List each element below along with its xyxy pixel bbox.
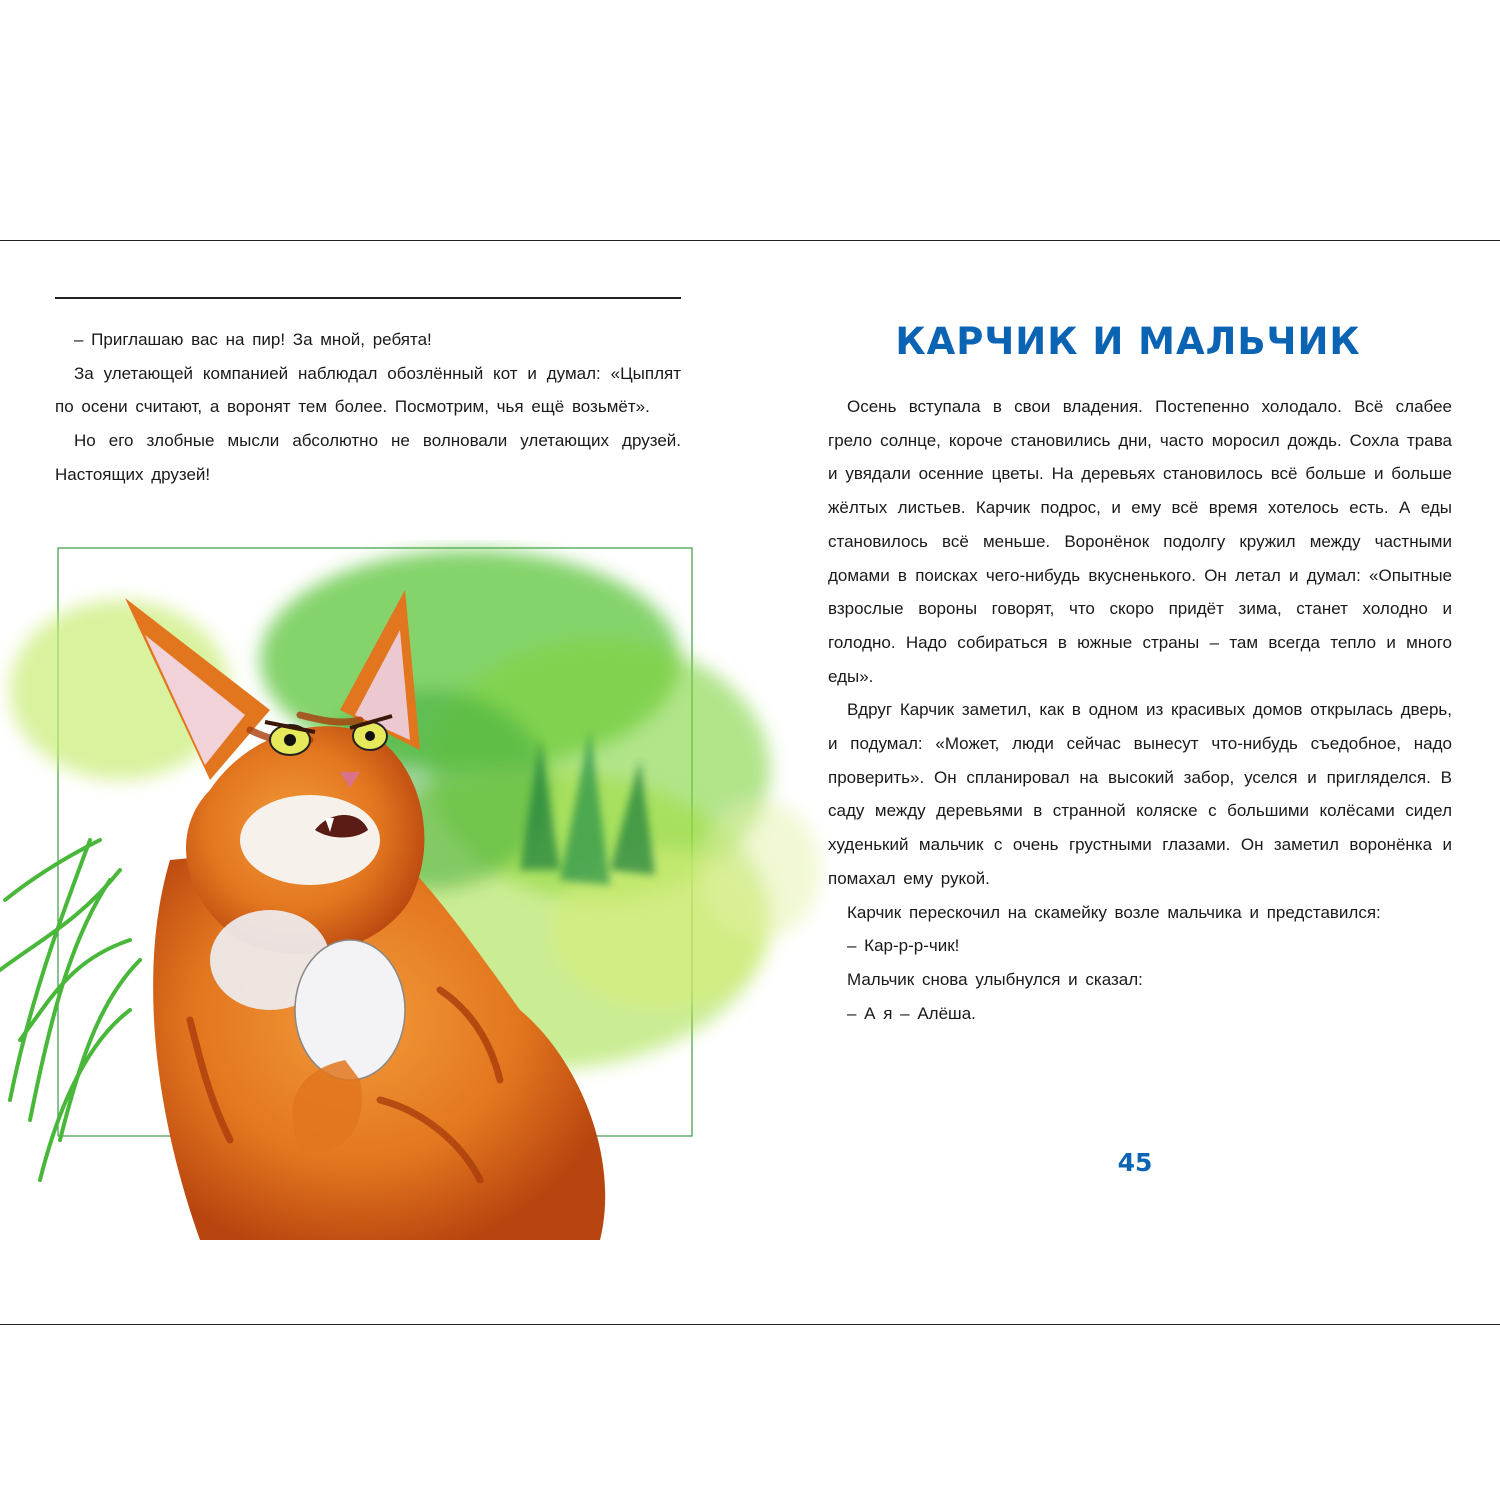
page-number: 45 [1117, 1148, 1153, 1177]
spread-bottom-border [0, 1324, 1500, 1325]
right-paragraph-3: Карчик перескочил на скамейку возле мальчика и представился: [847, 902, 1381, 922]
left-page-text [55, 323, 681, 492]
right-paragraph-1: Осень вступала в свои владения. Постепенно холодало. Всё слабее грело солнце, короче становились дни, часто моросил дождь. Сохла трава и увядали осенние цветы. На деревьях становилось всё больше и больше жёлтых листьев. Карчик подрос, и ему всё время хотелось есть. А еды становилось всё меньше. Воронёнок подолгу кружил между частными домами в поисках чего-нибудь вкусненького. Он летал и думал: «Опытные взрослые вороны говорят, что скоро придёт зима, станет холодно и голодно. Надо собираться в южные страны – там всегда тепло и много еды». [828, 397, 1452, 686]
right-paragraph-2: Вдруг Карчик заметил, как в одном из красивых домов открылась дверь, и подумал: «Может, люди сейчас вынесут что-нибудь съедобное, надо проверить». Он спланировал на высокий забор, уселся и пригляделся. В саду между деревьями в странной коляске с большими колёсами сидел худенький мальчик с очень грустными глазами. Он заметил воронёнка и помахал ему рукой. [828, 700, 1452, 888]
grass-blades [0, 840, 140, 1180]
left-page-header-rule [55, 297, 681, 299]
chapter-title: КАРЧИК И МАЛЬЧИК [895, 320, 1361, 363]
left-paragraph-2: За улетающей компанией наблюдал обозлённый кот и думал: «Цыплят по осени считают, а воронят тем более. Посмотрим, чья ещё возьмёт». [55, 363, 681, 417]
left-paragraph-3: Но его злобные мысли абсолютно не волновали улетающих друзей. Настоящих друзей! [55, 431, 681, 484]
cat-illustration [0, 540, 830, 1270]
right-page-text [828, 390, 1452, 1030]
right-paragraph-6: – А я – Алёша. [847, 1003, 976, 1023]
right-paragraph-4: – Кар-р-р-чик! [847, 936, 960, 956]
right-paragraph-5: Мальчик снова улыбнулся и сказал: [847, 969, 1143, 989]
spread-top-border [0, 240, 1500, 241]
left-paragraph-1: – Приглашаю вас на пир! За мной, ребята! [74, 330, 432, 349]
